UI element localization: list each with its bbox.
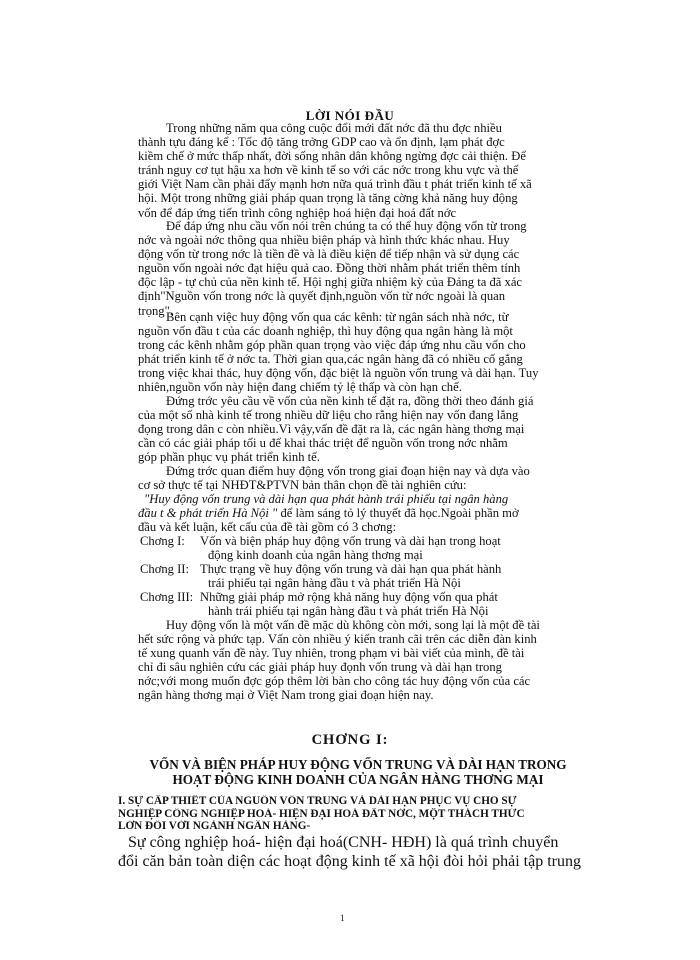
chapter-2-key: Chơng II: xyxy=(140,562,189,576)
text-line: đổi căn bản toàn diện các hoạt động kinh tế xã hội đòi hỏi phải tập trung xyxy=(118,853,581,870)
chapter-1-cont: động kinh doanh của ngân hàng thơng mại xyxy=(208,548,423,562)
text-line: tránh nguy cơ tụt hậu xa hơn về kinh tế so với các nớc trong khu vực và thế xyxy=(138,163,519,178)
text-line: đầu và kết luận, kết cấu của đề tài gồm có 3 chơng: xyxy=(138,520,397,535)
text-line: của một số nhà kinh tế trong nhiều dữ liệu cho rằng hiện nay vốn đang lắng xyxy=(138,408,519,423)
paragraph-5 xyxy=(138,464,593,534)
text-line: chỉ đi sâu nghiên cứu các giải pháp huy đọnh vốn trung và dài hạn trong xyxy=(138,660,502,675)
text-line: Huy động vốn là một vấn đề mặc dù không còn mới, song lại là một đề tài xyxy=(166,618,540,632)
text-line: cơ sở thực tế tại NHĐT&PTVN bản thân chọn đề tài nghiên cứu: xyxy=(138,478,467,493)
section-title-line: I. SỰ CẦP THIẾT CỦA NGUỒN VỐN TRUNG VÀ DÀI HẠN PHỤC VỤ CHO SỰ xyxy=(118,795,517,807)
section-title xyxy=(118,795,598,833)
chapter-3-cont: hành trái phiếu tại ngân hàng đầu t và phát triển Hà Nội xyxy=(208,604,489,618)
paragraph-4 xyxy=(138,394,593,464)
chapter-2-line: Thực trạng về huy động vốn trung và dài hạn qua phát hành xyxy=(200,562,502,576)
text-line: nhiên,nguồn vốn này hiện đang chiếm tỷ lệ thấp và còn hạn chế. xyxy=(138,380,462,395)
text-line: phát triển kinh tế ở nớc ta. Thời gian qua,các ngân hàng đã có nhiều cố gắng xyxy=(138,352,523,367)
chapter-title-line: HOẠT ĐỘNG KINH DOANH CỦA NGÂN HÀNG THƠNG MẠI xyxy=(172,772,544,787)
text-line: động vốn từ trong nớc là tiền đề và là điều kiện để tiếp nhận và sử dụng các xyxy=(138,247,520,262)
page-title: LỜI NÓI ĐẦU xyxy=(305,108,395,123)
text-line: giới Việt Nam cần phải đẩy mạnh hơn nữa quá trình đầu t phát triển kinh tế xã xyxy=(138,177,532,192)
chapter-3-row xyxy=(140,590,498,604)
chapter-1-key: Chơng I: xyxy=(140,534,185,548)
chapter-2-cont: trái phiếu tại ngân hàng đầu t và phát triển Hà Nội xyxy=(208,576,461,590)
text-line: góp phần phục vụ phát triển kinh tế. xyxy=(138,450,320,465)
text-line: Đứng trớc quan điểm huy động vốn trong giai đoạn hiện nay và dựa vào xyxy=(166,464,530,478)
text-line: cần có các giải pháp tối u để khai thác triệt để nguồn vốn trong nớc nhằm xyxy=(138,436,508,451)
text-line: để làm sáng tỏ lý thuyết đã học.Ngoài phần mở xyxy=(280,506,519,521)
text-line: đọng trong dân c còn nhiều.Vì vậy,vấn đề đặt ra là, các ngân hàng thơng mại xyxy=(138,422,525,437)
paragraph-3 xyxy=(138,310,593,395)
chapter-heading: CHƠNG I: xyxy=(311,732,389,748)
text-line: trong các kênh nhằm góp phần quan trọng vào việc đáp ứng nhu cầu vốn cho xyxy=(138,338,526,353)
page-number: 1 xyxy=(340,913,345,923)
text-line: nớc;với mong muốn đợc góp thêm lời bàn cho công tác huy động vốn của các xyxy=(138,674,531,689)
text-line: vốn để đáp ứng tiến trình công nghiệp hoá hiện đại hoá đất nớc xyxy=(138,205,457,220)
text-line: hết sức rộng và phức tạp. Vấn còn nhiều ý kiến tranh cãi trên các diễn đàn kinh xyxy=(138,632,537,647)
text-line: ngân hàng thơng mại ở Việt Nam trong giai đoạn hiện nay. xyxy=(138,688,434,703)
chapter-1-row xyxy=(140,534,501,548)
text-line: Trong những năm qua công cuộc đổi mới đất nớc đã thu đợc nhiều xyxy=(166,121,502,135)
thesis-title-line: "Huy động vốn trung và dài hạn qua phát hành trái phiếu tại ngân hàng xyxy=(144,492,509,507)
chapter-2-row xyxy=(140,562,501,576)
text-line xyxy=(138,506,593,520)
text-line: định"Nguồn vốn trong nớc là quyết định,nguồn vốn từ nớc ngoài là quan xyxy=(138,289,506,304)
text-line: Sự công nghiệp hoá- hiện đại hoá(CNH- HĐH) là quá trình chuyển xyxy=(128,834,559,851)
chapter-3-line: Những giải pháp mở rộng khả năng huy động vốn qua phát xyxy=(200,590,498,604)
text-line: thành tựu đáng kể : Tốc độ tăng trởng GDP cao và ổn định, lạm phát đợc xyxy=(138,135,505,150)
text-line: trong việc khai thác, huy động vốn, đặc biệt là nguồn vốn trung và dài hạn. Tuy xyxy=(138,366,539,381)
text-line: Để đáp ứng nhu cầu vốn nói trên chúng ta có thể huy động vốn từ trong xyxy=(166,219,527,233)
text-line: hội. Một trong những giải pháp quan trọng là tăng cờng khả năng huy động xyxy=(138,191,518,206)
chapter-3-key: Chơng III: xyxy=(140,590,194,604)
section-title-line: NGHIỆP CÔNG NGHIỆP HOÁ- HIỆN ĐẠI HOÁ ĐẤT NỚC, MỘT THÁCH THỨC xyxy=(118,807,525,820)
body-text-large xyxy=(118,833,600,871)
chapter-1-line: Vốn và biện pháp huy động vốn trung và dài hạn trong hoạt xyxy=(200,534,501,548)
text-line: Đứng trớc yêu cầu về vốn của nền kinh tế đặt ra, đồng thời theo đánh giá xyxy=(166,394,534,408)
text-line: trọng". xyxy=(138,303,173,318)
text-line: nớc và ngoài nớc thông qua nhiều biện pháp và hình thức khác nhau. Huy xyxy=(138,233,510,248)
text-line: nguồn vốn ngoài nớc đạt hiệu quả cao. Đồng thời nhằm phát triển thêm tính xyxy=(138,261,521,276)
text-line: kiềm chế ở mức thấp nhất, đời sống nhân dân không ngừng đợc cải thiện. Để xyxy=(138,149,526,164)
chapter-title-line: VỐN VÀ BIỆN PHÁP HUY ĐỘNG VỐN TRUNG VÀ DÀI HẠN TRONG xyxy=(149,757,567,772)
paragraph-6 xyxy=(138,618,593,703)
thesis-title-line: đầu t & phát triển Hà Nội " xyxy=(138,506,278,521)
paragraph-2 xyxy=(138,219,593,318)
text-line: độc lập - tự chủ của nền kinh tế. Hội nghị giữa nhiệm kỳ của Đảng ta đã xác xyxy=(138,275,522,290)
section-title-line: LỚN ĐỐI VỚI NGÀNH NGÂN HÀNG- xyxy=(118,820,311,833)
text-line: tế xung quanh vấn đề này. Tuy nhiên, trong phạm vi bài viết của mình, đề tài xyxy=(138,646,525,661)
chapter-title xyxy=(118,757,598,787)
text-line: nguồn vốn đầu t của các doanh nghiệp, thì huy động qua ngân hàng là một xyxy=(138,324,513,339)
paragraph-1 xyxy=(138,121,593,220)
text-line: Bên cạnh việc huy động vốn qua các kênh: từ ngân sách nhà nớc, từ xyxy=(166,310,509,324)
